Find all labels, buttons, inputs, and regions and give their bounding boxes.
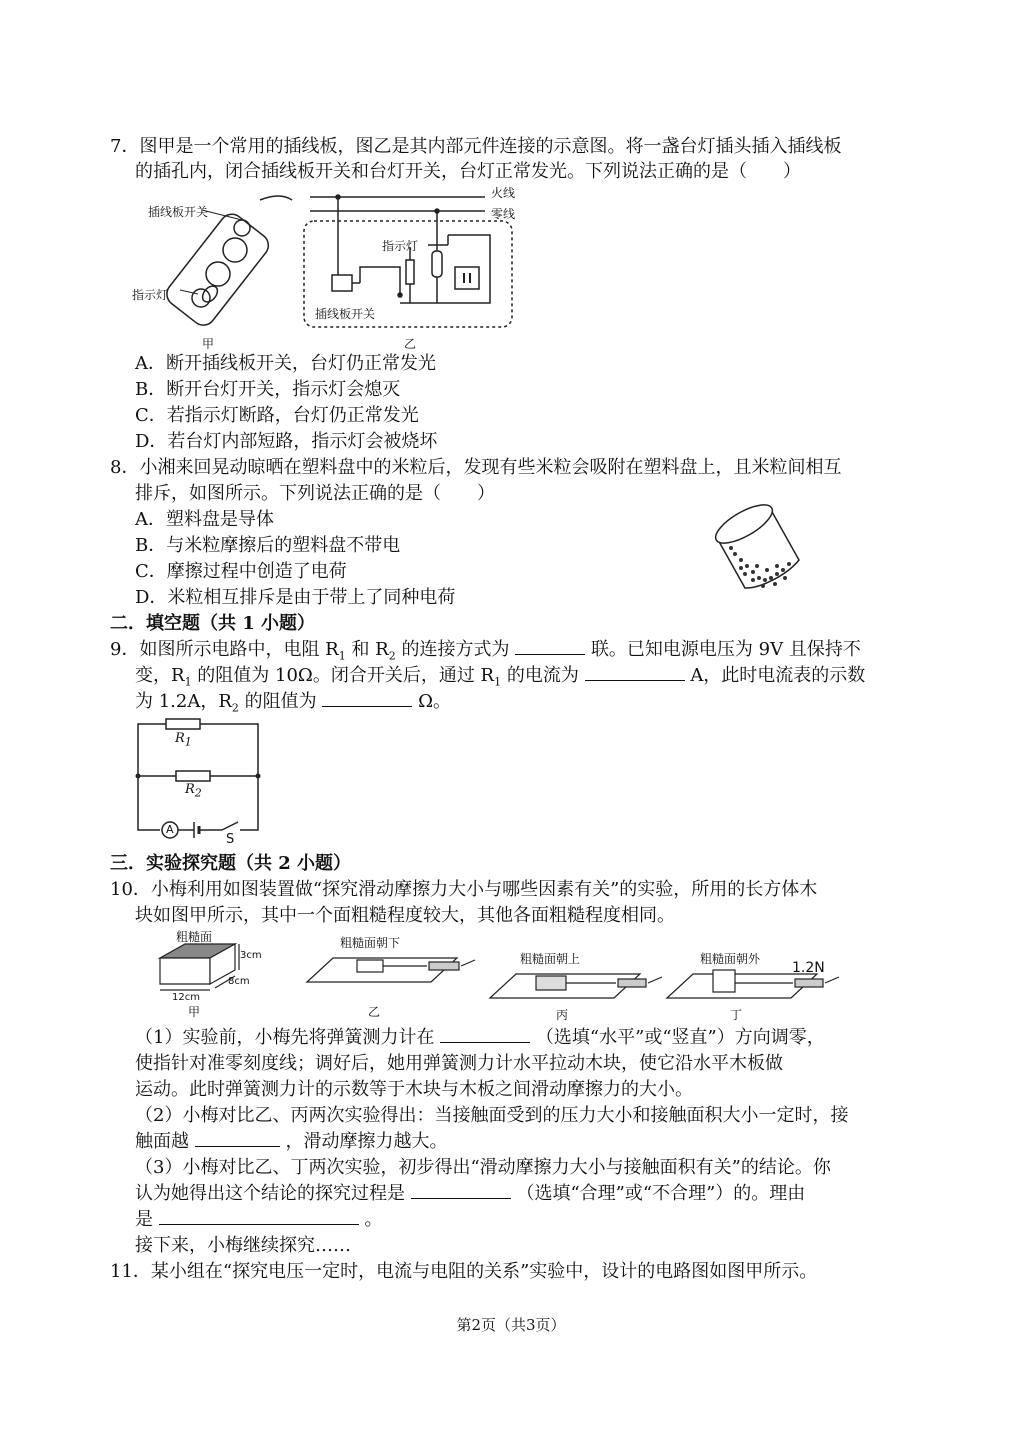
q8-option-c: C．摩擦过程中创造了电荷 (135, 561, 347, 582)
q10-caption-c: 丙 (556, 1008, 569, 1022)
q9-blank-connection[interactable] (515, 638, 585, 655)
q7-switch-label: 插线板开关 (148, 205, 209, 219)
q10-blank-zero-direction[interactable] (440, 1026, 530, 1043)
q10-setup-c (488, 966, 668, 1006)
q9-r2-label: $R_2$ (185, 782, 202, 800)
q9-line3: 为 1.2A，$R_2$ 的阻值为 Ω。 (135, 691, 452, 715)
q8-stem-line1: 8．小湘来回晃动晾晒在塑料盘中的米粒后，发现有些米粒会吸附在塑料盘上，且米粒间相互 (110, 457, 842, 478)
q8-stem-line2: 排斥，如图所示。下列说法正确的是（ ） (135, 483, 495, 504)
q10-length-label: 12cm (172, 992, 200, 1003)
q10-part1-line2: 使指针对准零刻度线；调好后，她用弹簧测力计水平拉动木块，使它沿水平木板做 (135, 1053, 783, 1074)
q10-setup-b (305, 952, 485, 992)
q10-block-figure (155, 940, 245, 1000)
q10-part2-line1: （2）小梅对比乙、丙两次实验得出：当接触面受到的压力大小和接触面积大小一定时，接 (135, 1105, 849, 1126)
q9-r1-label: $R_1$ (175, 731, 192, 749)
q7-neutral-wire-label: 零线 (491, 207, 516, 221)
q10-down-label: 粗糙面朝下 (340, 936, 401, 950)
q10-stem-line2: 块如图甲所示，其中一个面粗糙程度较大，其他各面粗糙程度相同。 (135, 905, 675, 926)
section-2-heading: 二．填空题（共 1 小题） (110, 613, 316, 634)
q10-blank-roughness[interactable] (195, 1130, 280, 1147)
q10-part3-line2: 认为她得出这个结论的探究过程是 （选填“合理”或“不合理”）的。理由 (135, 1183, 806, 1204)
q9-ammeter-label: A (166, 823, 174, 836)
q10-rough-label-a: 粗糙面 (176, 930, 213, 944)
q7-indicator-label: 指示灯 (132, 288, 169, 302)
q10-caption-a: 甲 (188, 1005, 201, 1019)
q10-blank-reasonable[interactable] (411, 1182, 511, 1199)
q11-stem-line1: 11．某小组在“探究电压一定时，电流与电阻的关系”实验中，设计的电路图如图甲所示。 (110, 1261, 818, 1282)
q10-part2-line2: 触面越 ，滑动摩擦力越大。 (135, 1131, 448, 1152)
q10-caption-b: 乙 (368, 1005, 381, 1019)
q8-option-d: D．米粒相互排斥是由于带上了同种电荷 (135, 587, 456, 608)
q9-blank-current[interactable] (585, 664, 685, 681)
q7-caption-b: 乙 (404, 337, 417, 351)
q10-up-label: 粗糙面朝上 (520, 952, 581, 966)
q10-caption-d: 丁 (730, 1008, 743, 1022)
q7-inner-indicator-label: 指示灯 (382, 239, 419, 253)
q10-force-label: 1.2N (792, 960, 825, 976)
q9-line1: 9．如图所示电路中，电阻 $R_1$ 和 $R_2$ 的连接方式为 联。已知电源电压为 9V 且保持不 (110, 639, 861, 663)
q7-option-a: A．断开插线板开关，台灯仍正常发光 (135, 353, 436, 374)
q7-caption-a: 甲 (202, 337, 215, 351)
q7-option-b: B．断开台灯开关，指示灯会熄灭 (135, 379, 401, 400)
q10-stem-line1: 10．小梅利用如图装置做“探究滑动摩擦力大小与哪些因素有关”的实验，所用的长方体木 (110, 879, 818, 900)
q8-option-a: A．塑料盘是导体 (135, 509, 274, 530)
q10-blank-reason[interactable] (159, 1208, 359, 1225)
q7-stem-line1: 7．图甲是一个常用的插线板，图乙是其内部元件连接的示意图。将一盏台灯插头插入插线板 (110, 136, 842, 157)
q10-part4: 接下来，小梅继续探究…… (135, 1235, 351, 1256)
page-footer: 第2页（共3页） (456, 1316, 566, 1334)
section-3-heading: 三．实验探究题（共 2 小题） (110, 853, 352, 874)
q10-part3-line3: 是 。 (135, 1209, 383, 1230)
q9-switch-label: S (226, 832, 235, 847)
q10-part3-line1: （3）小梅对比乙、丁两次实验，初步得出“滑动摩擦力大小与接触面积有关”的结论。你 (135, 1157, 831, 1178)
q7-option-c: C．若指示灯断路，台灯仍正常发光 (135, 405, 419, 426)
q10-part1-line3: 运动。此时弹簧测力计的示数等于木块与木板之间滑动摩擦力的大小。 (135, 1079, 693, 1100)
q8-option-b: B．与米粒摩擦后的塑料盘不带电 (135, 535, 401, 556)
q10-width-label: 8cm (228, 976, 250, 987)
q8-plastic-dish-figure (705, 508, 805, 603)
q10-part1-line1: （1）实验前，小梅先将弹簧测力计在 （选填“水平”或“竖直”）方向调零， (135, 1027, 825, 1048)
q10-height-label: 3cm (240, 950, 262, 961)
q7-stem-line2: 的插孔内，闭合插线板开关和台灯开关，台灯正常发光。下列说法正确的是（ ） (135, 161, 801, 182)
q9-line2: 变，$R_1$ 的阻值为 10Ω。闭合开关后，通过 $R_1$ 的电流为 A，此时电流表的示数 (135, 665, 866, 689)
q7-inner-switch-label: 插线板开关 (315, 307, 376, 321)
q7-live-wire-label: 火线 (491, 186, 516, 200)
q7-option-d: D．若台灯内部短路，指示灯会被烧坏 (135, 431, 438, 452)
q10-out-label: 粗糙面朝外 (700, 952, 761, 966)
q9-blank-resistance[interactable] (322, 690, 412, 707)
